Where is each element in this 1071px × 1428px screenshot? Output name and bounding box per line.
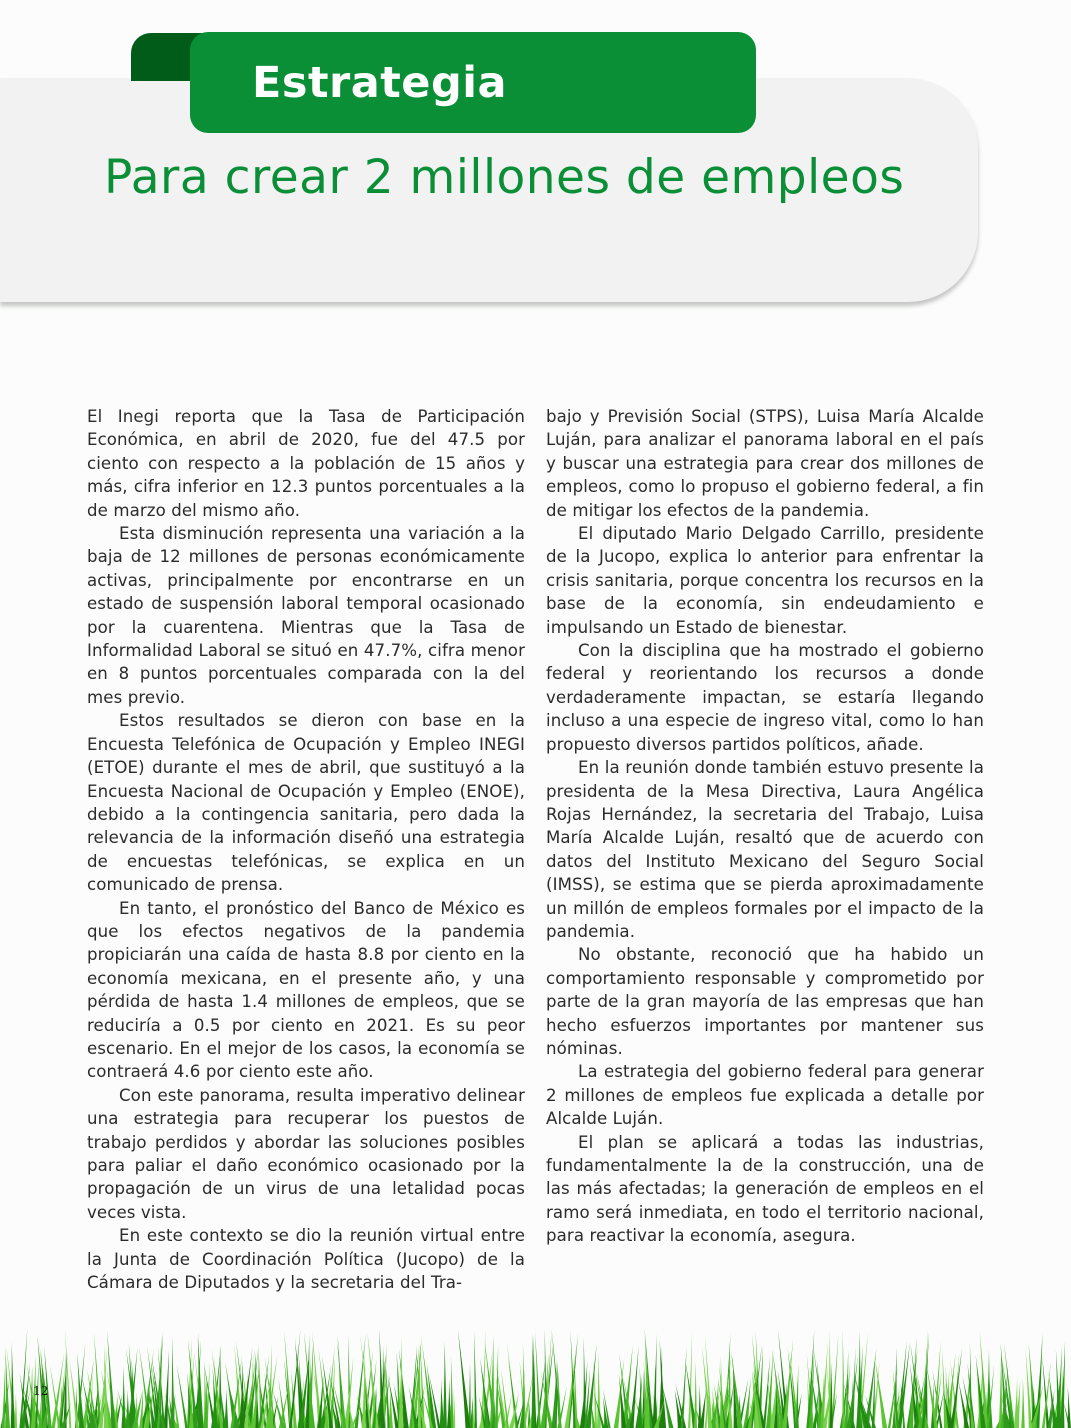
grass-blade	[224, 1388, 228, 1428]
paragraph: Estos resultados se dieron con base en la Encuesta Telefónica de Ocupación y Empleo INEGI (ETOE) durante el mes de abril, que sustituyó a la Encuesta Nacional de Ocupación y Empleo (ENOE), debido a la contingencia sanitaria, pero dada la relevancia de la información diseñó una estrategia de encuestas telefónicas, se explica en un comunicado de prensa.	[87, 711, 525, 895]
grass-blade	[171, 1336, 175, 1428]
paragraph: El plan se aplicará a todas las industrias, fundamentalmente la de la construcción, una de las más afectadas; la generación de empleos en el ramo será inmediata, en todo el territorio nacional, para reactivar la economía, asegura.	[546, 1132, 984, 1246]
grass-blade	[163, 1350, 169, 1428]
grass-blade	[447, 1380, 451, 1428]
article-column-left	[87, 405, 525, 1294]
grass-blade	[694, 1361, 697, 1428]
grass-blade	[945, 1366, 947, 1428]
grass-blade	[1014, 1378, 1018, 1428]
paragraph: En tanto, el pronóstico del Banco de México es que los efectos negativos de la pandemia propiciarán una caída de hasta 8.8 por ciento en la economía mexicana, en el presente año, y una pérdida de hasta 1.4 millones de empleos, que se reduciría a 0.5 por ciento en 2021. Es su peor escenario. En el mejor de los casos, la economía se contraerá 4.6 por ciento este año.	[87, 898, 525, 1082]
grass-blade	[451, 1356, 454, 1428]
grass-blade	[443, 1341, 447, 1428]
grass-blade	[177, 1365, 188, 1428]
paragraph: bajo y Previsión Social (STPS), Luisa María Alcalde Luján, para analizar el panorama laboral en el país y buscar una estrategia para crear dos millones de empleos, como lo propuso el gobierno federal, a fin de mitigar los efectos de la pandemia.	[546, 407, 984, 520]
grass-blade	[495, 1344, 499, 1428]
grass-blade	[535, 1331, 541, 1428]
grass-blade	[856, 1331, 861, 1428]
grass-decoration	[0, 1325, 1071, 1428]
paragraph: No obstante, reconoció que ha habido un comportamiento responsable y comprometido por parte de la gran mayoría de las empresas que han hecho esfuerzos importantes por mantener sus nóminas.	[546, 945, 984, 1058]
paragraph: Con este panorama, resulta imperativo delinear una estrategia para recuperar los puestos de trabajo perdidos y abordar las soluciones posibles para paliar el daño económico ocasionado por la propagación de un virus de una letalidad pocas veces vista.	[87, 1085, 525, 1222]
grass-blade	[453, 1391, 455, 1428]
article-column-right	[546, 405, 984, 1248]
article-headline: Para crear 2 millones de empleos	[104, 150, 905, 205]
grass-blade	[698, 1385, 701, 1428]
grass-blade	[122, 1366, 126, 1428]
paragraph: El Inegi reporta que la Tasa de Participación Económica, en abril de 2020, fue del 47.5 por ciento con respecto a la población de 15 años y más, cifra inferior en 12.3 puntos porcentuales a la de marzo del mismo año.	[87, 407, 525, 520]
grass-blade	[2, 1367, 5, 1428]
grass-blade	[1068, 1387, 1071, 1428]
paragraph: El diputado Mario Delgado Carrillo, presidente de la Jucopo, explica lo anterior para enfrentar la crisis sanitaria, porque concentra los recursos en la base de la economía, sin endeudamiento e impulsando un Estado de bienestar.	[546, 524, 984, 637]
grass-blade	[5, 1346, 10, 1428]
grass-blade	[1026, 1349, 1033, 1428]
section-label: Estrategia	[252, 58, 508, 108]
page-number: 12	[33, 1384, 49, 1398]
paragraph: Con la disciplina que ha mostrado el gobierno federal y reorientando los recursos a donde verdaderamente impactan, se estaría llegando incluso a una especie de ingreso vital, como lo han propuesto diversos partidos políticos, añade.	[546, 641, 984, 754]
paragraph: En la reunión donde también estuvo presente la presidenta de la Mesa Directiva, Laura Angélica Rojas Hernández, la secretaria del Trabajo, Luisa María Alcalde Luján, resaltó que de acuerdo con datos del Instituto Mexicano del Seguro Social (IMSS), se estima que se pierda aproximadamente un millón de empleos formales por el impacto de la pandemia.	[546, 758, 984, 941]
grass-blade	[1021, 1379, 1024, 1428]
paragraph: En este contexto se dio la reunión virtual entre la Junta de Coordinación Política (Jucopo) de la Cámara de Diputados y la secretaria del Tra-	[87, 1226, 525, 1293]
paragraph: Esta disminución representa una variación a la baja de 12 millones de personas económicamente activas, principalmente por encontrarse en un estado de suspensión laboral temporal ocasionado por la cuarentena. Mientras que la Tasa de Informalidad Laboral se situó en 47.7%, cifra menor en 8 puntos porcentuales comparada con la del mes previo.	[87, 524, 525, 707]
grass-blade	[69, 1359, 79, 1428]
grass-blade	[1042, 1356, 1049, 1428]
grass-blade	[458, 1330, 471, 1428]
paragraph: La estrategia del gobierno federal para generar 2 millones de empleos fue explicada a detalle por Alcalde Luján.	[546, 1062, 984, 1129]
grass-blade	[474, 1331, 477, 1428]
grass-blade	[842, 1329, 844, 1428]
